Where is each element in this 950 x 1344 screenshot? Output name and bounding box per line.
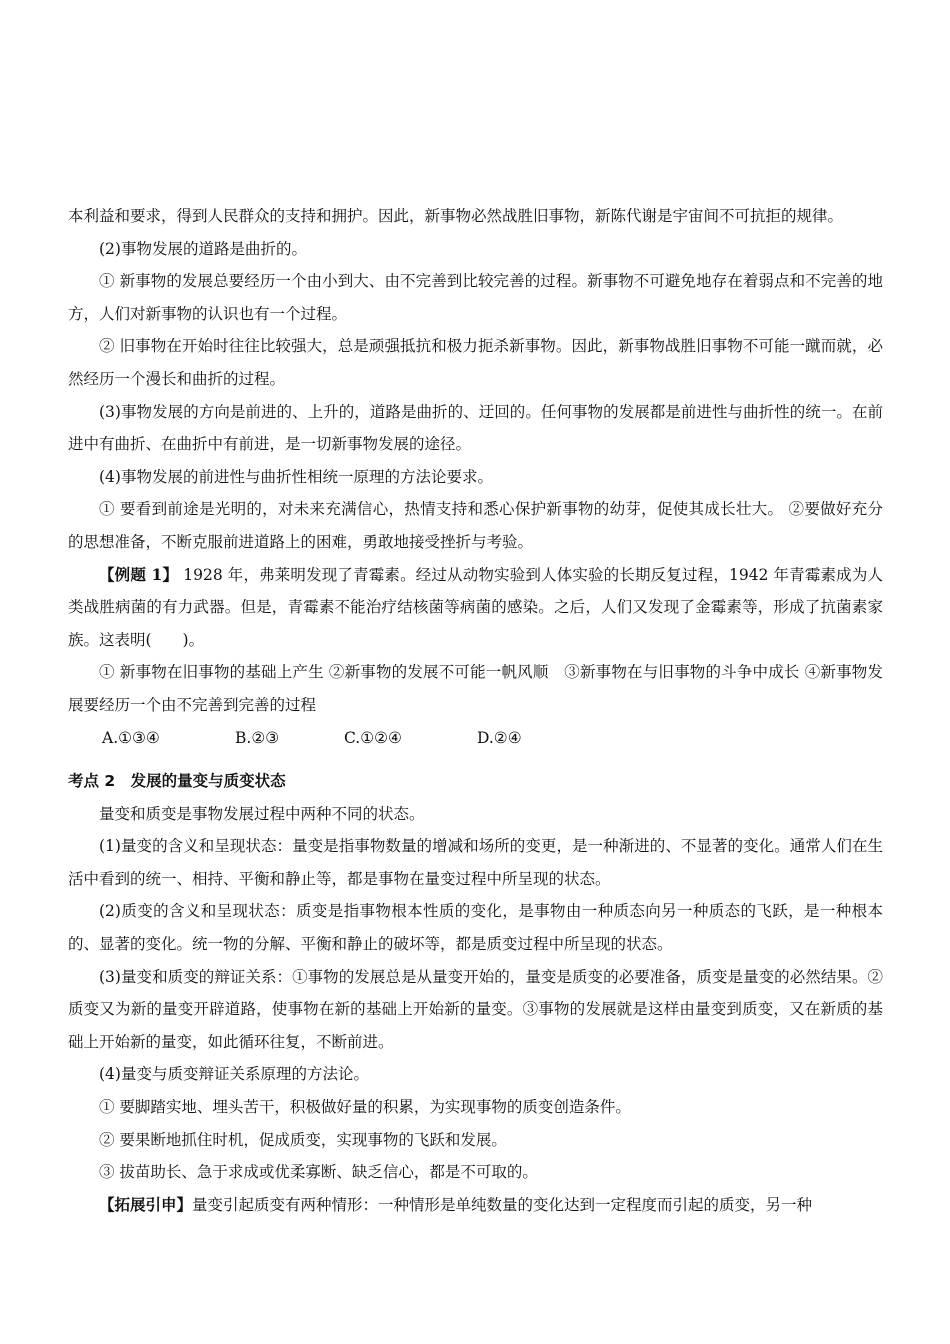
extension-text: 量变引起质变有两种情形：一种情形是单纯数量的变化达到一定程度而引起的质变，另一种	[192, 1195, 813, 1214]
paragraph-point-4: (4)事物发展的前进性与曲折性相统一原理的方法论要求。	[99, 467, 493, 486]
paragraph-point-4-detail: ① 要看到前途是光明的，对未来充满信心，热情支持和悉心保护新事物的幼芽，促使其成长壮大。 ②要做好充分的思想准备，不断克服前进道路上的困难，勇敢地接受挫折与考验。	[68, 500, 883, 551]
option-a: A.①③④	[102, 728, 160, 747]
paragraph-dialectical-relation: (3)量变和质变的辩证关系：①事物的发展总是从量变开始的，量变是质变的必要准备，质变是量变的必然结果。②质变又为新的量变开辟道路，使事物在新的基础上开始新的量变。③事物的发展就是这样由量变到质变，又在新质的基础上开始新的量变，如此循环往复，不断前进。	[68, 967, 883, 1051]
paragraph-methodology-3: ③ 拔苗助长、急于求成或优柔寡断、缺乏信心，都是不可取的。	[99, 1163, 538, 1182]
paragraph-methodology-2: ② 要果断地抓住时机，促成质变，实现事物的飞跃和发展。	[99, 1130, 507, 1149]
example-statements: ① 新事物在旧事物的基础上产生 ②新事物的发展不可能一帆风顺 ③新事物在与旧事物的斗争中成长 ④新事物发展要经历一个由不完善到完善的过程	[68, 663, 883, 714]
paragraph-quantitative-change: (1)量变的含义和呈现状态：量变是指事物数量的增减和场所的变更，是一种渐进的、不显著的变化。通常人们在生活中看到的统一、相持、平衡和静止等，都是事物在量变过程中所呈现的状态。	[68, 837, 883, 888]
paragraph-methodology-1: ① 要脚踏实地、埋头苦干，积极做好量的积累，为实现事物的质变创造条件。	[99, 1098, 631, 1117]
section-heading: 考点 2 发展的量变与质变状态	[68, 772, 286, 791]
paragraph-point-2-1: ① 新事物的发展总要经历一个由小到大、由不完善到比较完善的过程。新事物不可避免地存在着弱点和不完善的地方，人们对新事物的认识也有一个过程。	[68, 272, 883, 323]
paragraph-intro: 量变和质变是事物发展过程中两种不同的状态。	[99, 804, 425, 823]
example-question	[68, 559, 883, 657]
paragraph-point-3: (3)事物发展的方向是前进的、上升的，道路是曲折的、迂回的。任何事物的发展都是前进性与曲折性的统一。在前进中有曲折、在曲折中有前进，是一切新事物发展的途径。	[68, 402, 883, 454]
paragraph-qualitative-change: (2)质变的含义和呈现状态：质变是指事物根本性质的变化，是事物由一种质态向另一种质态的飞跃，是一种根本的、显著的变化。统一物的分解、平衡和静止的破坏等，都是质变过程中所呈现的状态。	[68, 902, 883, 954]
option-d: D.②④	[477, 728, 522, 747]
answer-options	[68, 722, 883, 755]
paragraph-point-2-2: ② 旧事物在开始时往往比较强大，总是顽强抵抗和极力扼杀新事物。因此，新事物战胜旧事物不可能一蹴而就，必然经历一个漫长和曲折的过程。	[68, 337, 883, 388]
document-body	[68, 200, 883, 1221]
paragraph-methodology: (4)量变与质变辩证关系原理的方法论。	[99, 1065, 369, 1084]
example-label: 【例题 1】	[99, 564, 179, 584]
example-text: 1928 年，弗莱明发现了青霉素。经过从动物实验到人体实验的长期反复过程，1942 年青霉素成为人类战胜病菌的有力武器。但是，青霉素不能治疗结核菌等病菌的感染。之后，人们又发现了金霉素等，形成了抗菌素家族。这表明( )。	[68, 565, 883, 649]
option-b: B.②③	[235, 728, 280, 747]
option-c: C.①②④	[344, 728, 402, 747]
paragraph-continuation: 本利益和要求，得到人民群众的支持和拥护。因此，新事物必然战胜旧事物，新陈代谢是宇宙间不可抗拒的规律。	[68, 207, 844, 225]
paragraph-extension	[68, 1189, 883, 1222]
extension-label: 【拓展引申】	[99, 1194, 193, 1214]
paragraph-point-2: (2)事物发展的道路是曲折的。	[99, 239, 307, 258]
